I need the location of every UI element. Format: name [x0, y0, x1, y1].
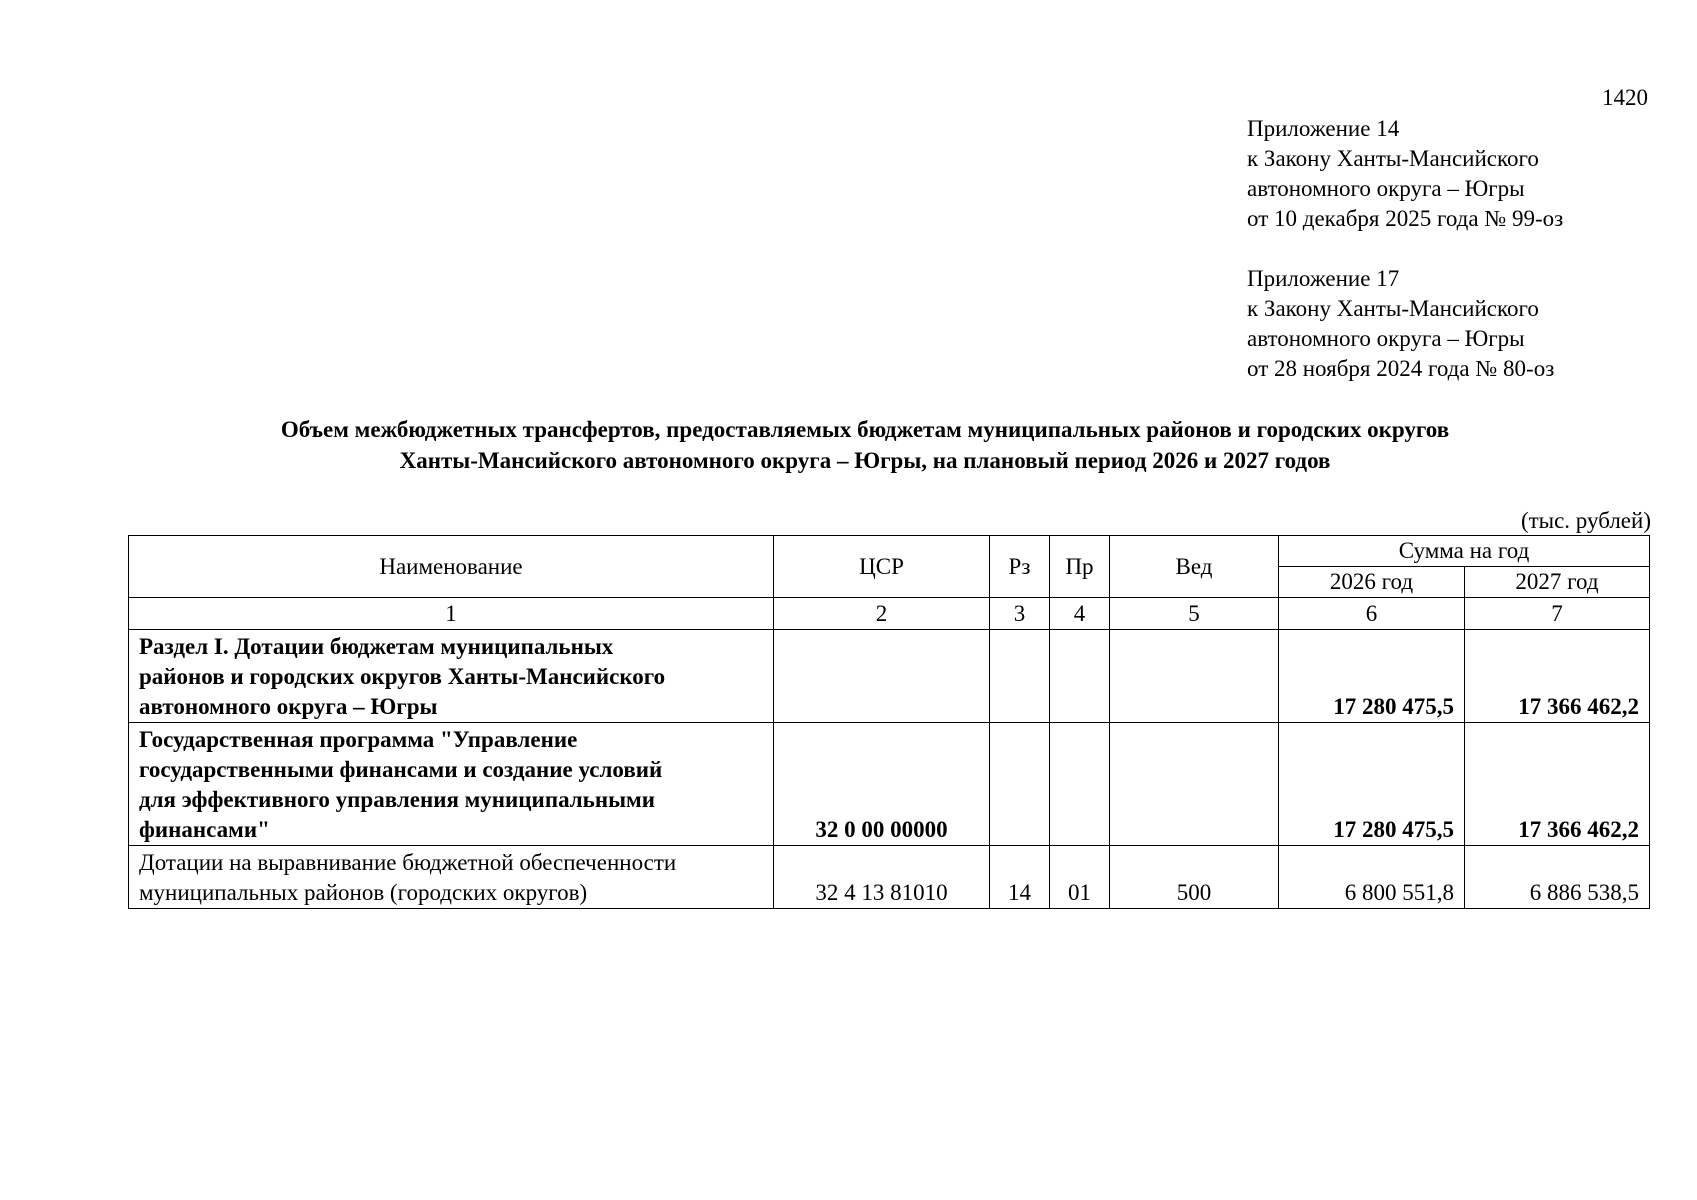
row-sum-2027: 17 366 462,2: [1465, 630, 1650, 723]
column-number-row: [129, 598, 1650, 630]
row-pr: [1050, 723, 1110, 846]
row-sum-2026: 6 800 551,8: [1279, 846, 1465, 909]
row-name-line: автономного округа – Югры: [139, 694, 438, 719]
appendix-line: к Закону Ханты-Мансийского: [1247, 296, 1539, 321]
row-rz: [990, 723, 1050, 846]
row-csr: 32 4 13 81010: [774, 846, 990, 909]
row-name-line: для эффективного управления муниципальными: [139, 787, 655, 812]
row-name: [129, 723, 774, 846]
row-name: [129, 846, 774, 909]
title-line: Ханты-Мансийского автономного округа – Югры, на плановый период 2026 и 2027 годов: [399, 448, 1331, 473]
row-pr: [1050, 630, 1110, 723]
appendix-reference-1: [1247, 114, 1563, 234]
title-line: Объем межбюджетных трансфертов, предоставляемых бюджетам муниципальных районов и городских округов: [280, 417, 1450, 442]
page-number: 1420: [1602, 85, 1648, 110]
row-name-line: районов и городских округов Ханты-Мансийского: [139, 664, 666, 689]
header-ved: Вед: [1110, 536, 1279, 598]
row-ved: 500: [1110, 846, 1279, 909]
column-number: 2: [774, 598, 990, 630]
header-row: [129, 536, 1650, 567]
appendix-line: Приложение 14: [1247, 116, 1400, 141]
appendix-line: Приложение 17: [1247, 266, 1400, 291]
header-csr: ЦСР: [774, 536, 990, 598]
row-ved: [1110, 630, 1279, 723]
header-year-2027: 2027 год: [1465, 567, 1650, 598]
column-number: 6: [1279, 598, 1465, 630]
header-name: Наименование: [129, 536, 774, 598]
header-rz: Рз: [990, 536, 1050, 598]
row-name-line: муниципальных районов (городских округов): [139, 880, 588, 905]
header-sum: Сумма на год: [1279, 536, 1650, 567]
column-number: 1: [129, 598, 774, 630]
column-number: 7: [1465, 598, 1650, 630]
row-pr: 01: [1050, 846, 1110, 909]
appendix-line: к Закону Ханты-Мансийского: [1247, 146, 1539, 171]
appendix-reference-2: [1247, 264, 1554, 384]
row-csr: [774, 630, 990, 723]
column-number: 5: [1110, 598, 1279, 630]
header-year-2026: 2026 год: [1279, 567, 1465, 598]
units-label: (тыс. рублей): [1520, 508, 1651, 533]
row-name-line: Раздел I. Дотации бюджетам муниципальных: [139, 634, 614, 659]
column-number: 4: [1050, 598, 1110, 630]
table-row: [129, 723, 1650, 846]
row-name-line: государственными финансами и создание условий: [139, 757, 663, 782]
appendix-line: от 28 ноября 2024 года № 80-оз: [1247, 356, 1555, 381]
row-sum-2027: 17 366 462,2: [1465, 723, 1650, 846]
row-csr: 32 0 00 00000: [774, 723, 990, 846]
appendix-line: автономного округа – Югры: [1247, 326, 1525, 351]
row-name: [129, 630, 774, 723]
header-pr: Пр: [1050, 536, 1110, 598]
column-number: 3: [990, 598, 1050, 630]
appendix-line: от 10 декабря 2025 года № 99-оз: [1247, 206, 1564, 231]
table-row: [129, 846, 1650, 909]
row-rz: 14: [990, 846, 1050, 909]
row-ved: [1110, 723, 1279, 846]
document-title: [0, 414, 1697, 476]
row-name-line: финансами": [139, 817, 270, 842]
row-sum-2027: 6 886 538,5: [1465, 846, 1650, 909]
row-name-line: Дотации на выравнивание бюджетной обеспеченности: [139, 850, 677, 875]
row-sum-2026: 17 280 475,5: [1279, 630, 1465, 723]
row-name-line: Государственная программа "Управление: [139, 727, 578, 752]
table-row: [129, 630, 1650, 723]
row-sum-2026: 17 280 475,5: [1279, 723, 1465, 846]
appendix-line: автономного округа – Югры: [1247, 176, 1525, 201]
row-rz: [990, 630, 1050, 723]
transfers-table: [128, 535, 1650, 909]
